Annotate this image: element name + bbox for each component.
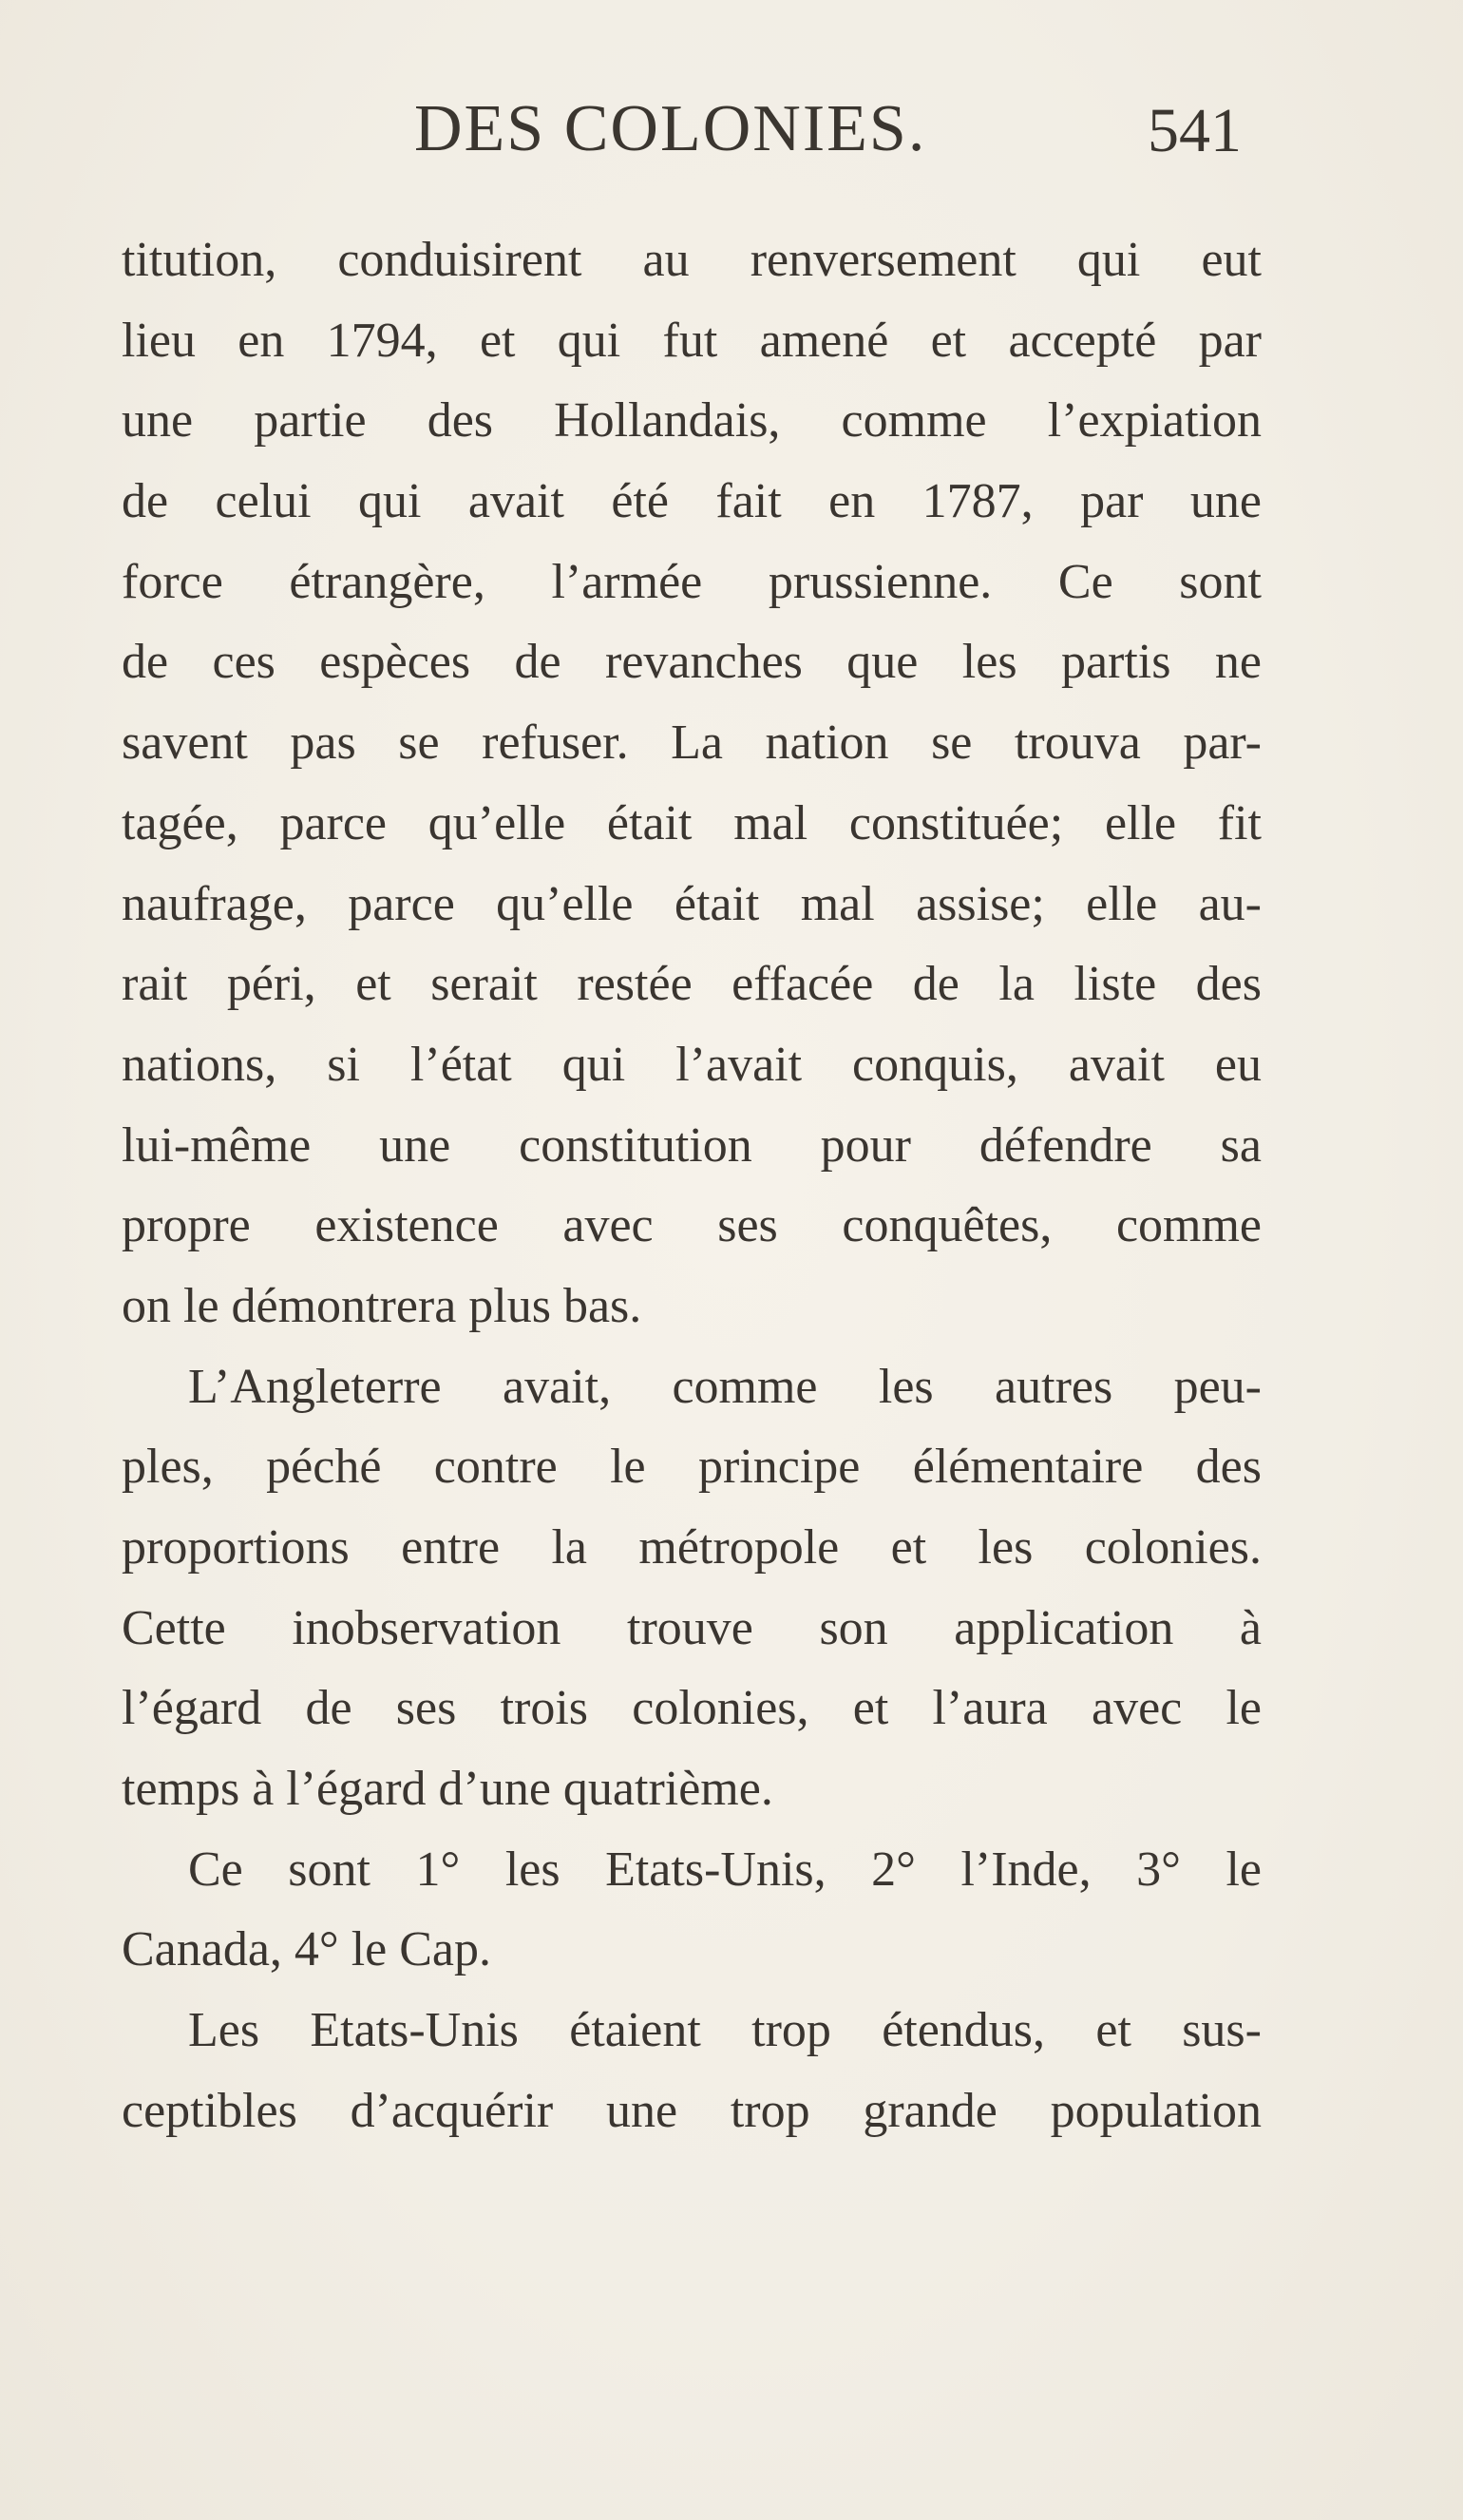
text-line: Canada, 4° le Cap. [122,1922,492,1977]
text-line: rait péri, et serait restée effacée de la liste des [122,957,1262,1012]
text-line: de celui qui avait été fait en 1787, par une [122,474,1262,529]
text-line: temps à l’égard d’une quatrième. [122,1762,773,1817]
text-line: L’Angleterre avait, comme les autres peu- [188,1359,1262,1414]
text-line: nations, si l’état qui l’avait conquis, avait eu [122,1037,1262,1092]
page-number: 541 [1148,96,1242,165]
body-text [122,220,1262,2152]
text-line: ples, péché contre le principe élémentaire des [122,1440,1262,1495]
text-line: Les Etats-Unis étaient trop étendus, et sus- [188,2003,1262,2058]
text-line: titution, conduisirent au renversement qui eut [122,233,1262,287]
page-header [0,91,1463,177]
text-line: savent pas se refuser. La nation se trouva par- [122,716,1262,771]
text-line: ceptibles d’acquérir une trop grande population [122,2083,1262,2138]
text-line: on le démontrera plus bas. [122,1278,642,1333]
text-line: force étrangère, l’armée prussienne. Ce sont [122,554,1262,609]
text-line: l’égard de ses trois colonies, et l’aura avec le [122,1681,1262,1736]
text-line: proportions entre la métropole et les colonies. [122,1520,1262,1575]
text-line: tagée, parce qu’elle était mal constituée; elle fit [122,795,1262,850]
text-line: Ce sont 1° les Etats-Unis, 2° l’Inde, 3° le [188,1842,1262,1897]
text-line: de ces espèces de revanches que les partis ne [122,635,1262,690]
running-title: DES COLONIES. [414,92,927,165]
text-line: lui-même une constitution pour défendre sa [122,1117,1262,1173]
text-line: une partie des Hollandais, comme l’expiation [122,393,1262,449]
text-line: propre existence avec ses conquêtes, comme [122,1198,1262,1253]
text-line: lieu en 1794, et qui fut amené et accepté par [122,313,1262,368]
text-line: Cette inobservation trouve son application à [122,1600,1262,1655]
text-line: naufrage, parce qu’elle était mal assise; elle au- [122,876,1262,931]
